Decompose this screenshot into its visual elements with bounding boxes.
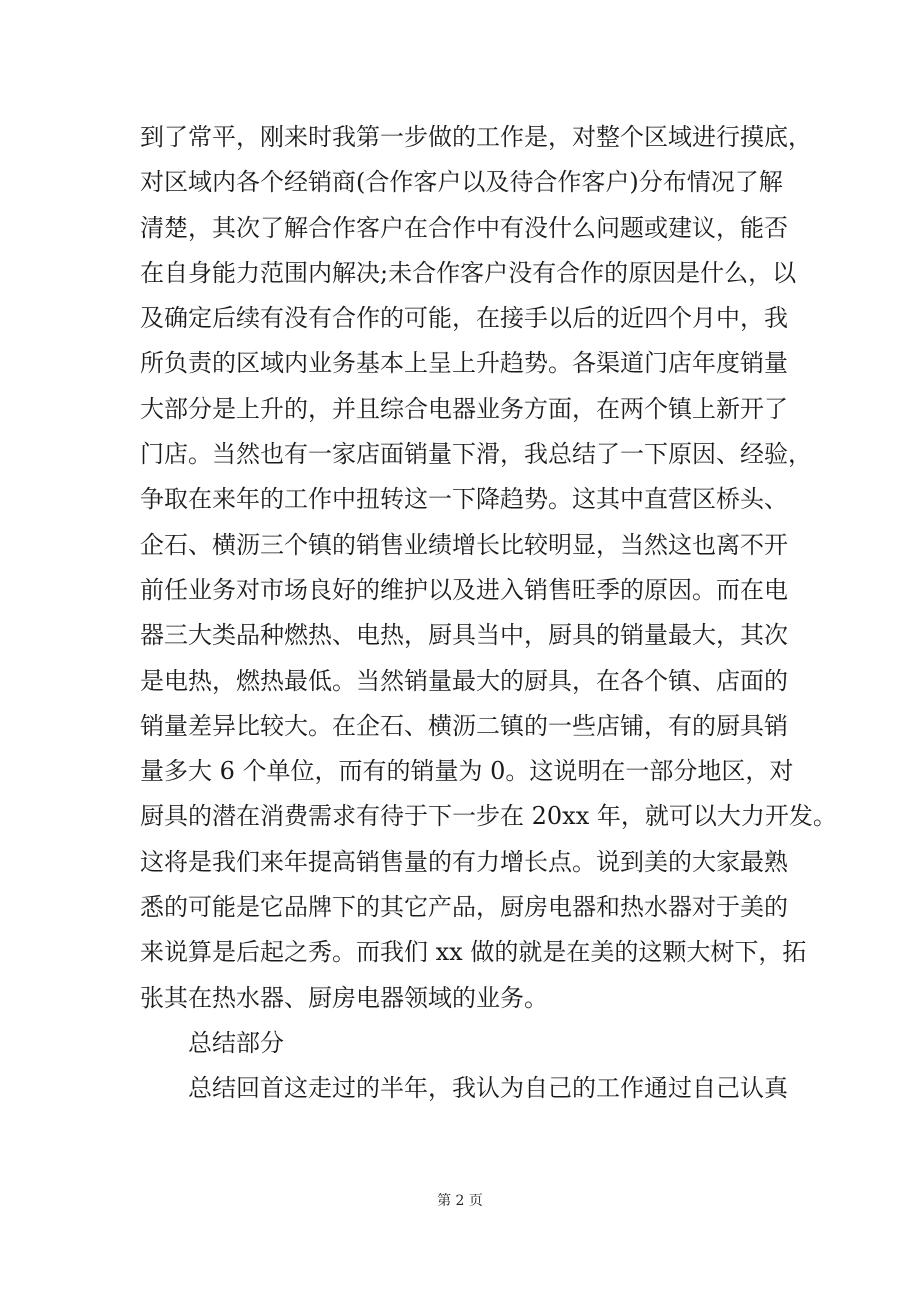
text-line: 争取在来年的工作中扭转这一下降趋势。这其中直营区桥头、 [140, 485, 788, 514]
text-line: 清楚，其次了解合作客户在合作中有没什么问题或建议，能否 [140, 213, 788, 242]
text-line: 企石、横沥三个镇的销售业绩增长比较明显，当然这也离不开 [140, 530, 788, 559]
document-body [140, 115, 837, 1112]
text-line: 总结回首这走过的半年，我认为自己的工作通过自己认真 [188, 1074, 788, 1103]
text-line: 来说算是后起之秀。而我们 xx 做的就是在美的这颗大树下，拓 [140, 938, 807, 967]
text-line: 悉的可能是它品牌下的其它产品，厨房电器和热水器对于美的 [140, 893, 788, 922]
text-line: 及确定后续有没有合作的可能，在接手以后的近四个月中，我 [140, 304, 788, 333]
text-line: 大部分是上升的，并且综合电器业务方面，在两个镇上新开了 [140, 394, 788, 423]
text-line: 是电热，燃热最低。当然销量最大的厨具，在各个镇、店面的 [140, 666, 788, 695]
text-line: 量多大 6 个单位，而有的销量为 0。这说明在一部分地区，对 [140, 757, 794, 786]
text-line: 在自身能力范围内解决;未合作客户没有合作的原因是什么，以 [140, 258, 797, 287]
text-line: 这将是我们来年提高销售量的有力增长点。说到美的大家最熟 [140, 847, 788, 876]
text-line: 张其在热水器、厨房电器领域的业务。 [140, 983, 548, 1012]
section-heading: 总结部分 [188, 1028, 284, 1057]
text-line: 前任业务对市场良好的维护以及进入销售旺季的原因。而在电 [140, 575, 788, 604]
text-line: 到了常平，刚来时我第一步做的工作是，对整个区域进行摸底， [140, 123, 812, 151]
page-number: 第 2 页 [437, 1193, 483, 1209]
text-line: 门店。当然也有一家店面销量下滑，我总结了一下原因、经验， [140, 440, 812, 469]
text-line: 销量差异比较大。在企石、横沥二镇的一些店铺，有的厨具销 [140, 711, 788, 740]
text-line: 所负责的区域内业务基本上呈上升趋势。各渠道门店年度销量 [140, 349, 788, 378]
text-line: 对区域内各个经销商(合作客户以及待合作客户)分布情况了解 [140, 168, 783, 197]
text-line: 器三大类品种燃热、电热，厨具当中，厨具的销量最大，其次 [140, 621, 788, 650]
text-line: 厨具的潜在消费需求有待于下一步在 20xx 年，就可以大力开发。 [140, 802, 837, 831]
